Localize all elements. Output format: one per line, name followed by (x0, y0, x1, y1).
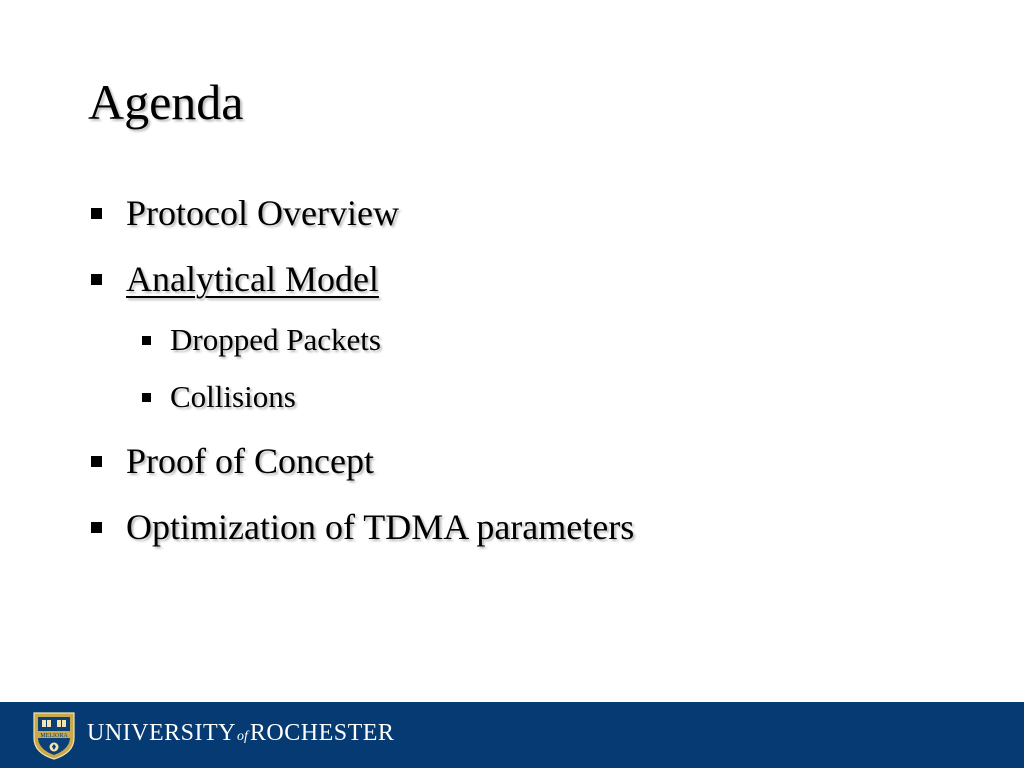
slide-title: Agenda (88, 74, 244, 130)
university-wordmark (87, 718, 394, 752)
square-bullet-icon (91, 274, 102, 285)
sub-bullet-label: Dropped Packets (170, 322, 381, 357)
square-bullet-icon (91, 208, 102, 219)
square-bullet-icon (142, 336, 151, 345)
bullet-label: Proof of Concept (126, 441, 374, 481)
bullet-label: Optimization of TDMA parameters (126, 507, 635, 547)
wordmark-of: of (237, 729, 248, 744)
square-bullet-icon (142, 393, 151, 402)
square-bullet-icon (91, 456, 102, 467)
bullet-label: Protocol Overview (126, 193, 399, 233)
svg-text:MELIORA: MELIORA (40, 732, 68, 739)
square-bullet-icon (91, 522, 102, 533)
university-seal-icon (30, 710, 78, 760)
bullet-label-link[interactable]: Analytical Model (126, 259, 379, 299)
wordmark-rochester: ROCHESTER (249, 720, 395, 746)
wordmark-university: UNIVERSITY (87, 720, 236, 746)
university-footer-bar (0, 702, 1024, 768)
sub-bullet-label: Collisions (170, 379, 296, 414)
